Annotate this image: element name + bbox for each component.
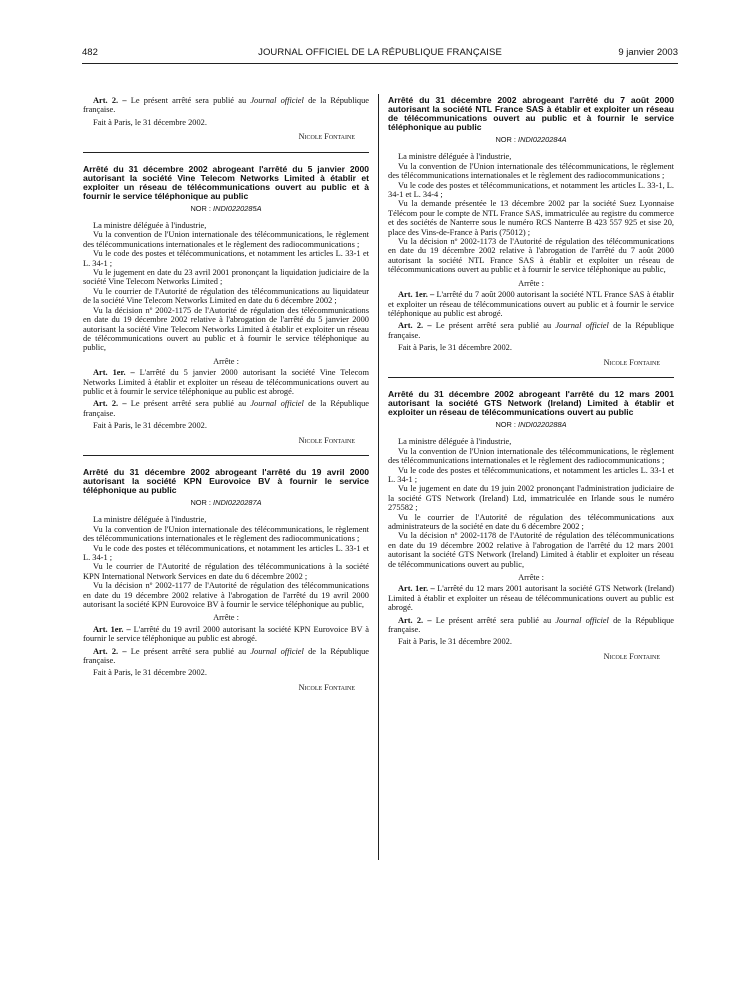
decree-kpn-eurovoice	[83, 468, 369, 692]
article-text: L'arrêté du 7 août 2000 autorisant la société NTL France SAS à établir et exploiter un réseau de télécommunications ouvert au public et à fournir le service téléphonique au public est abrogé.	[388, 290, 674, 318]
nor-reference: NOR : INDI0220287A	[190, 497, 262, 507]
article-label: Art. 2. –	[93, 646, 127, 656]
article-separator	[83, 152, 369, 153]
paragraph: La ministre déléguée à l'industrie,	[93, 515, 207, 525]
nor-reference: NOR : INDI0220288A	[495, 419, 567, 429]
arrete-heading: Arrête :	[518, 278, 544, 288]
nor-reference: NOR : INDI0220284A	[495, 135, 567, 144]
paragraph: Vu la convention de l'Union internationale des télécommunications, le règlement des télécommunications internationales et le règlement des radiocommunications ;	[83, 524, 369, 544]
paragraph: Vu la demande présentée le 13 décembre 2002 par la société Suez Lyonnaise Télécom pour le compte de NTL France SAS, immatriculée au registre du commerce et des sociétés de Nanterre sous le numéro RCS Nanterre B 423 557 925 et sise 20, place des Vins-de-France à Paris (75012) ;	[388, 199, 674, 237]
article-label: Art. 1er. –	[93, 368, 135, 378]
continued-article-end	[83, 96, 369, 142]
article-text: de la République française.	[83, 646, 370, 666]
article-label: Art. 2. –	[93, 96, 127, 105]
paragraph: La ministre déléguée à l'industrie,	[398, 152, 512, 162]
journal-title: JOURNAL OFFICIEL DE LA RÉPUBLIQUE FRANÇAISE	[258, 47, 502, 58]
article-text: L'arrêté du 5 janvier 2000 autorisant la société Vine Telecom Networks Limited à établir et exploiter un réseau de télécommunications ouvert au public et à fournir le service téléphonique au public est abrogé.	[83, 368, 370, 396]
place-date: Fait à Paris, le 31 décembre 2002.	[93, 117, 207, 127]
paragraph: Vu la décision nº 2002-1173 de l'Autorité de régulation des télécommunications en date du 19 décembre 2002 relative à l'abrogation de l'arrêté du 7 août 2000 autorisant la société NTL France SAS à établir et exploiter un réseau de télécommunications ouvert au public et à fournir le service téléphonique au public,	[388, 237, 674, 275]
article-text: L'arrêté du 12 mars 2001 autorisant la société GTS Network (Ireland) Limited à établir et exploiter un réseau de télécommunications ouvert au public est abrogé.	[388, 584, 675, 613]
signature: Nicole Fontaine	[298, 132, 355, 142]
decree-title: Arrêté du 31 décembre 2002 abrogeant l'arrêté du 5 janvier 2000 autorisant la société Vine Telecom Networks Limited à établir et exploiter un réseau de télécommunications ouvert au public et à fournir le service téléphonique au public	[83, 163, 369, 201]
signature: Nicole Fontaine	[603, 357, 660, 367]
issue-date: 9 janvier 2003	[618, 47, 678, 58]
paragraph: Vu le code des postes et télécommunications, et notamment les articles L. 33-1 et L. 34-1 ;	[83, 543, 369, 562]
journal-officiel-ref: Journal officiel	[250, 96, 304, 105]
nor-reference: NOR : INDI0220285A	[190, 203, 262, 213]
paragraph: Vu le code des postes et télécommunications, et notamment les articles L. 33-1 et L. 34-1 ;	[388, 465, 674, 484]
article-label: Art. 1er. –	[93, 624, 131, 634]
article-label: Art. 2. –	[93, 399, 127, 409]
place-date: Fait à Paris, le 31 décembre 2002.	[398, 343, 512, 353]
article-text: Le présent arrêté sera publié au	[130, 646, 247, 656]
signature: Nicole Fontaine	[298, 682, 355, 692]
paragraph: Vu le code des postes et télécommunications, et notamment les articles L. 33-1, L. 34-1 et L. 34-4 ;	[388, 180, 674, 200]
article-text: de la République française.	[83, 96, 370, 115]
decree-gts-network	[388, 390, 674, 661]
decree-title: Arrêté du 31 décembre 2002 abrogeant l'arrêté du 12 mars 2001 autorisant la société GTS Network (Ireland) Limited à établir et exploiter un réseau de télécommunications ouvert au public	[388, 388, 674, 417]
paragraph: Vu la convention de l'Union internationale des télécommunications, le règlement des télécommunications internationales et le règlement des radiocommunications ;	[388, 446, 674, 466]
paragraph: Vu le jugement en date du 23 avril 2001 prononçant la liquidation judiciaire de la société Vine Telecom Networks Limited ;	[83, 268, 369, 287]
article-text: Le présent arrêté sera publié au	[435, 321, 552, 331]
signature: Nicole Fontaine	[298, 435, 355, 445]
paragraph: Vu le courrier de l'Autorité de régulation des télécommunications au liquidateur de la société Vine Telecom Networks Limited en date du 6 décembre 2002 ;	[83, 286, 369, 306]
place-date: Fait à Paris, le 31 décembre 2002.	[398, 637, 512, 647]
paragraph: Vu la décision nº 2002-1178 de l'Autorité de régulation des télécommunications en date du 19 décembre 2002 relative à l'abrogation de l'arrêté du 12 mars 2001 autorisant la société GTS Network (Ireland) Limited à établir et exploiter un réseau de télécommunications ouvert au public,	[388, 531, 674, 569]
paragraph: Vu la convention de l'Union internationale des télécommunications, le règlement des télécommunications internationales et le règlement des radiocommunications ;	[83, 230, 369, 249]
article-text: de la République française.	[388, 321, 675, 340]
place-date: Fait à Paris, le 31 décembre 2002.	[93, 668, 207, 678]
article-label: Art. 1er. –	[398, 290, 435, 300]
right-column	[388, 96, 674, 661]
arrete-heading: Arrête :	[518, 573, 544, 583]
article-separator	[83, 455, 369, 456]
paragraph: Vu le jugement en date du 19 juin 2002 prononçant l'administration judiciaire de la société GTS Network (Ireland) Ltd, immatriculée en Irlande sous le numéro 275582 ;	[388, 484, 674, 513]
article-text: L'arrêté du 19 avril 2000 autorisant la société KPN Eurovoice BV à fournir le service téléphonique au public est abrogé.	[83, 624, 370, 644]
signature: Nicole Fontaine	[603, 651, 660, 661]
decree-ntl-france	[388, 96, 674, 367]
arrete-heading: Arrête :	[213, 613, 239, 623]
paragraph: Vu le courrier de l'Autorité de régulation des télécommunications à la société KPN International Network Services en date du 6 décembre 2002 ;	[83, 562, 369, 581]
decree-title: Arrêté du 31 décembre 2002 abrogeant l'arrêté du 19 avril 2000 autorisant la société KPN Eurovoice BV à fournir le service téléphonique au public	[83, 466, 369, 495]
article-text: de la République française.	[83, 399, 370, 418]
article-text: Le présent arrêté sera publié au	[435, 615, 552, 625]
paragraph: Vu la décision nº 2002-1175 de l'Autorité de régulation des télécommunications en date du 19 décembre 2002 relative à l'abrogation de l'arrêté du 5 janvier 2000 autorisant la société Vine Telecom Networks Limited à établir et exploiter un réseau de télécommunications ouvert au public et à fournir le service téléphonique au public,	[83, 305, 369, 353]
arrete-heading: Arrête :	[213, 356, 239, 366]
journal-officiel-ref: Journal officiel	[250, 646, 304, 656]
column-divider	[378, 94, 379, 860]
journal-officiel-ref: Journal officiel	[250, 399, 304, 409]
paragraph: Vu le courrier de l'Autorité de régulation des télécommunications aux administrateurs de la société en date du 6 décembre 2002 ;	[388, 512, 674, 531]
article-text: Le présent arrêté sera publié au	[130, 399, 247, 409]
paragraph: La ministre déléguée à l'industrie,	[398, 437, 512, 447]
paragraph: Vu le code des postes et télécommunications, et notamment les articles L. 33-1 et L. 34-1 ;	[83, 249, 369, 268]
article-label: Art. 2. –	[398, 615, 432, 625]
paragraph: La ministre déléguée à l'industrie,	[93, 221, 207, 231]
decree-vine-telecom	[83, 165, 369, 445]
decree-title: Arrêté du 31 décembre 2002 abrogeant l'arrêté du 7 août 2000 autorisant la société NTL France SAS à établir et exploiter un réseau de télécommunications ouvert au public et à fournir le service téléphonique au public	[388, 95, 674, 132]
left-column	[83, 96, 369, 692]
article-text: de la République française.	[388, 615, 675, 635]
article-label: Art. 2. –	[398, 321, 432, 331]
article-text: Le présent arrêté sera publié au	[130, 96, 247, 105]
paragraph: Vu la décision nº 2002-1177 de l'Autorité de régulation des télécommunications en date du 19 décembre 2002 relative à l'abrogation de l'arrêté du 19 avril 2000 autorisant la société KPN Eurovoice BV à fournir le service téléphonique au public,	[83, 581, 369, 610]
place-date: Fait à Paris, le 31 décembre 2002.	[93, 421, 207, 431]
page-header	[82, 47, 678, 63]
header-rule	[82, 63, 678, 64]
journal-officiel-ref: Journal officiel	[555, 615, 609, 625]
article-label: Art. 1er. –	[398, 584, 435, 594]
article-separator	[388, 377, 674, 378]
page-number: 482	[82, 47, 98, 58]
journal-officiel-ref: Journal officiel	[555, 321, 609, 331]
paragraph: Vu la convention de l'Union internationale des télécommunications, le règlement des télécommunications internationales et le règlement des radiocommunications ;	[388, 161, 674, 181]
